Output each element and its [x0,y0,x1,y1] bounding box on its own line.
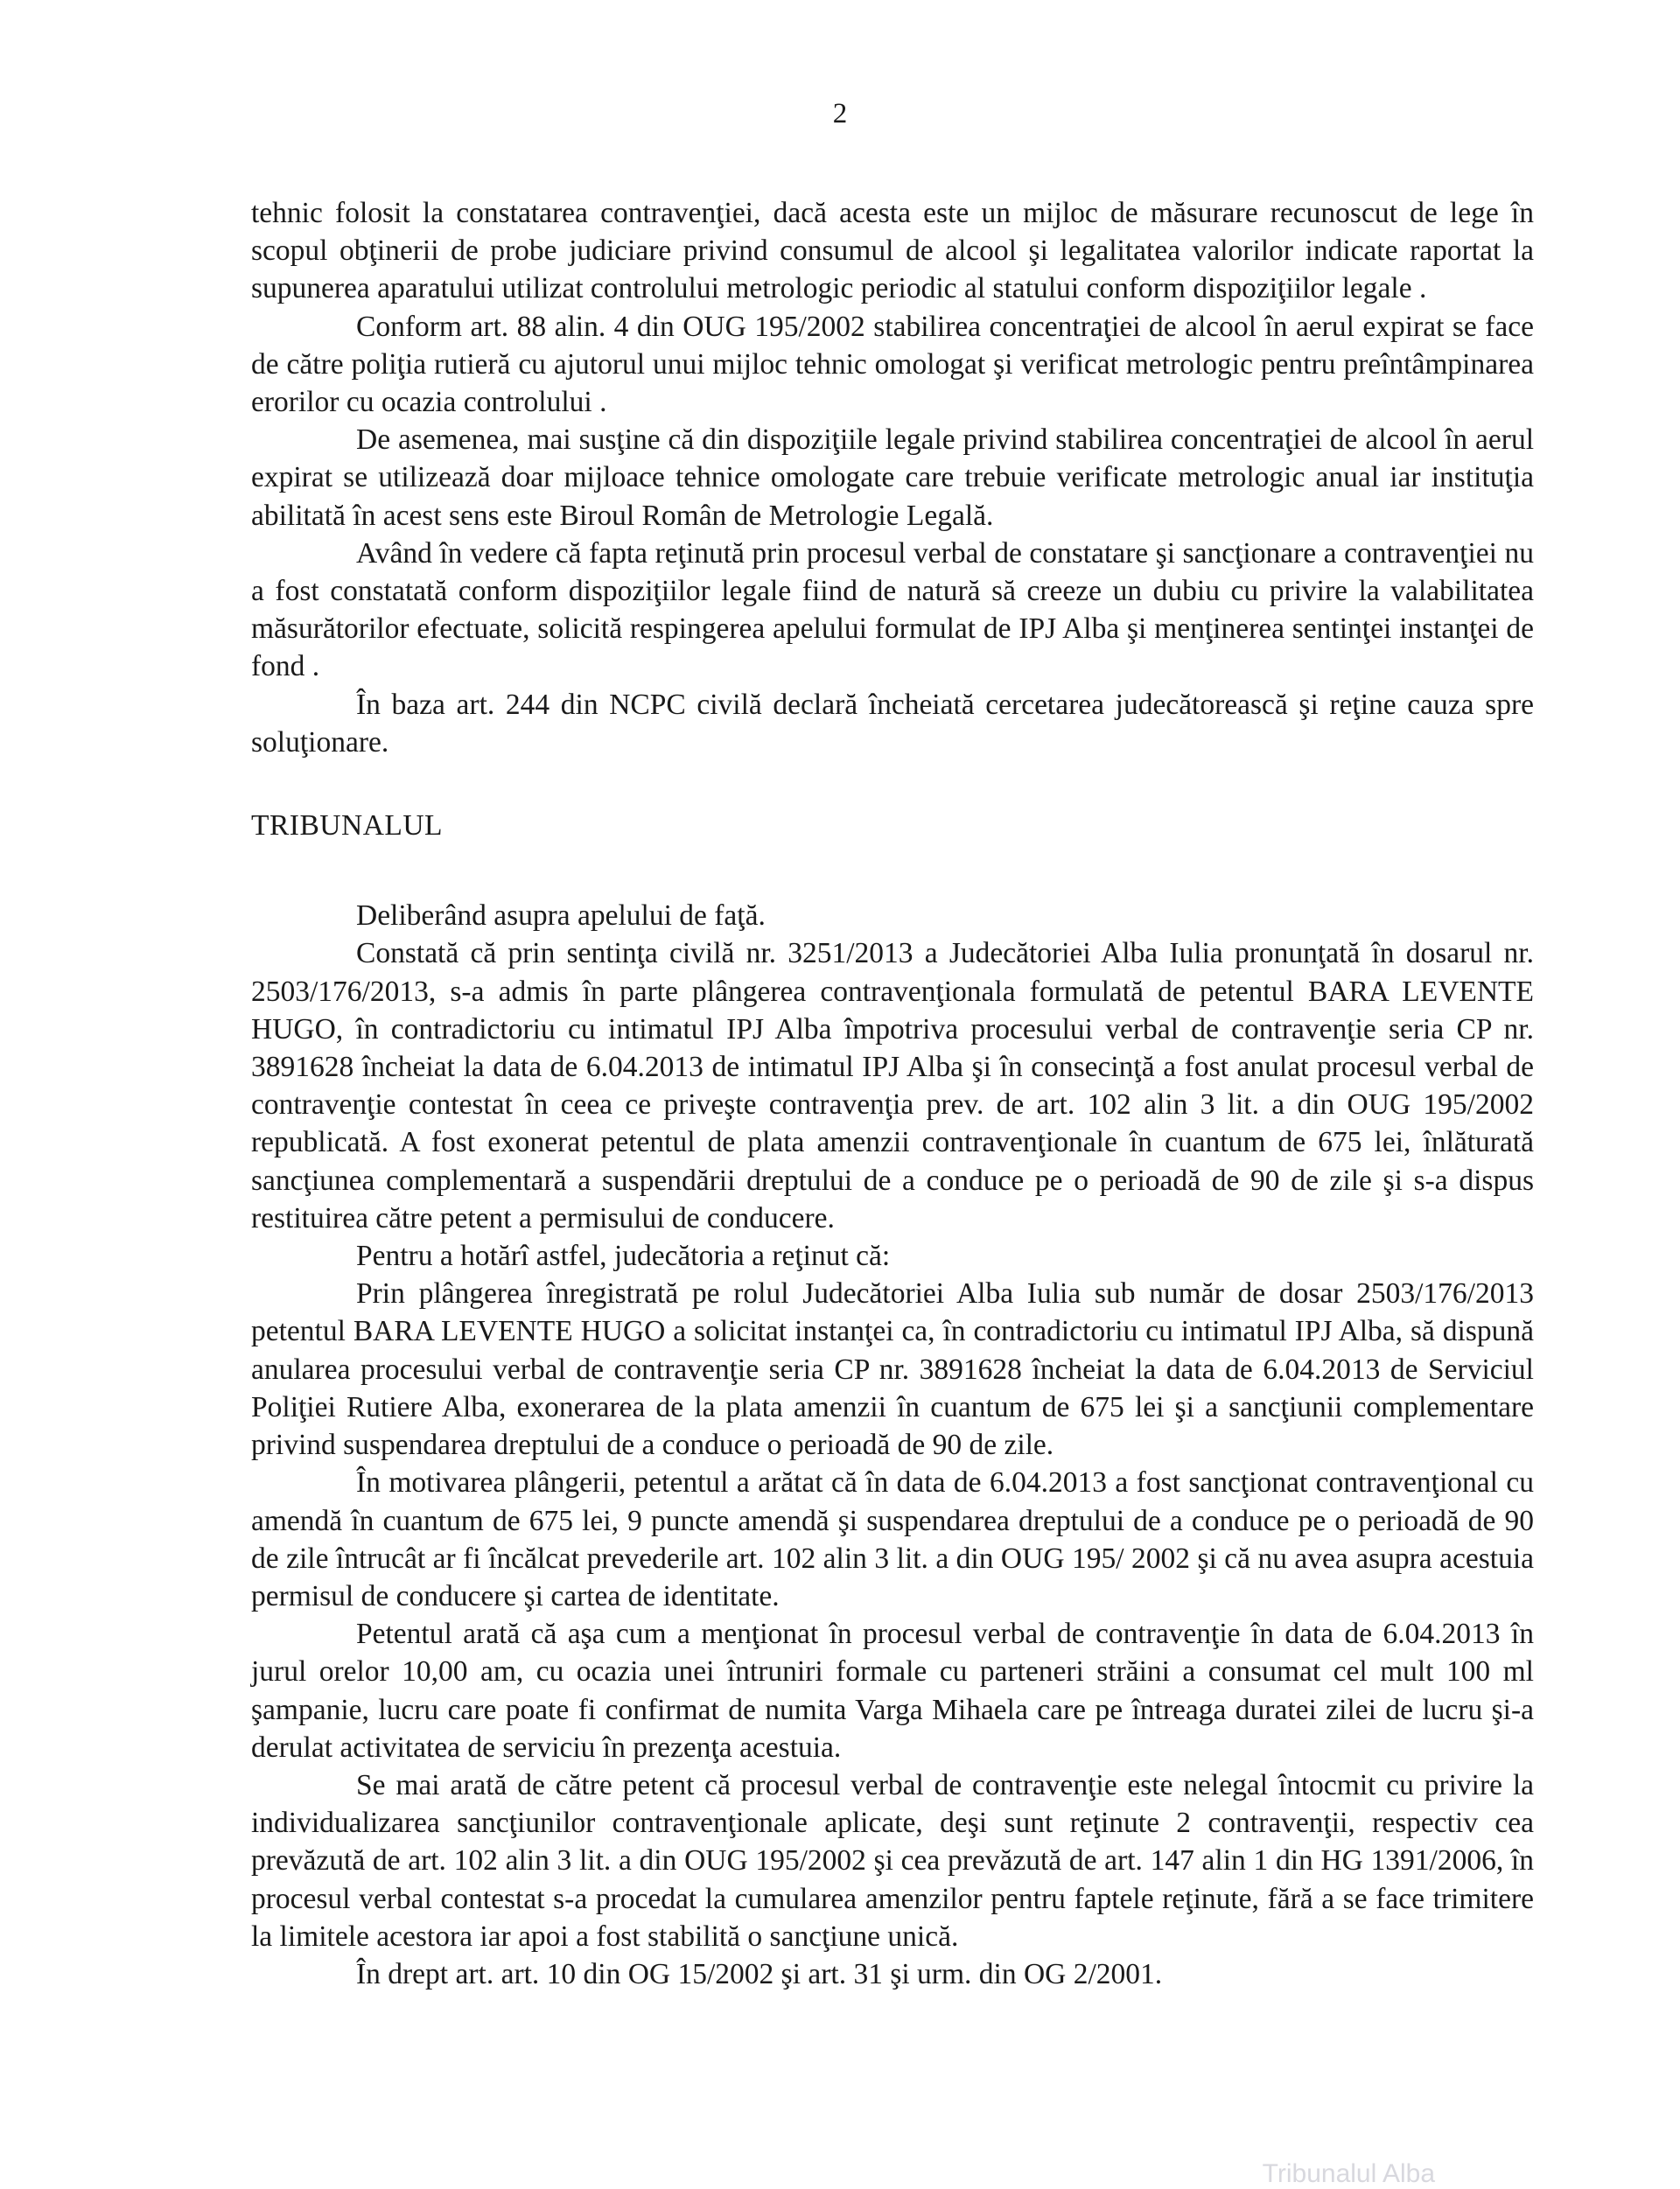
paragraph: Se mai arată de către petent că procesul verbal de contravenţie este nelegal întocmit cu privire la individualizarea sancţiunilor contravenţionale aplicate, deşi sunt reţinute 2 contravenţii, respectiv cea prevăzută de art. 102 alin 3 lit. a din OUG 195/2002 şi cea prevăzută de art. 147 alin 1 din HG 1391/2006, în procesul verbal contestat s-a procedat la cumularea amenzilor pentru faptele reţinute, fără a se face trimitere la limitele acestora iar apoi a fost stabilită o sancţiune unică. [251,1768,1534,1953]
paragraph: În drept art. art. 10 din OG 15/2002 şi art. 31 şi urm. din OG 2/2001. [356,1957,1163,1990]
paragraph: În motivarea plângerii, petentul a arătat că în data de 6.04.2013 a fost sancţionat contravenţional cu amendă în cuantum de 675 lei, 9 puncte amendă şi suspendarea dreptului de a conduce pe o perioadă de 90 de zile întrucât ar fi încălcat prevederile art. 102 alin 3 lit. a din OUG 195/ 2002 şi că nu avea asupra acestuia permisul de conducere şi cartea de identitate. [251,1466,1534,1612]
paragraph: Conform art. 88 alin. 4 din OUG 195/2002 stabilirea concentraţiei de alcool în aerul expirat se face de către poliţia rutieră cu ajutorul unui mijloc tehnic omologat şi verificat metrologic pentru preîntâmpinarea erorilor cu ocazia controlului . [251,310,1534,419]
page-number: 2 [832,98,848,129]
court-stamp: Tribunalul Alba [1262,2159,1435,2188]
paragraph: Prin plângerea înregistrată pe rolul Judecătoriei Alba Iulia sub număr de dosar 2503/176/2013 petentul BARA LEVENTE HUGO a solicitat instanţei ca, în contradictoriu cu intimatul IPJ Alba, să dispună anularea procesului verbal de contravenţie seria CP nr. 3891628 încheiat la data de 6.04.2013 de Serviciul Poliţiei Rutiere Alba, exonerarea de la plata amenzii în cuantum de 675 lei şi a sancţiunii complementare privind suspendarea dreptului de a conduce o perioadă de 90 de zile. [251,1277,1534,1462]
paragraph: În baza art. 244 din NCPC civilă declară încheiată cercetarea judecătorească şi reţine cauza spre soluţionare. [251,688,1534,759]
paragraph: De asemenea, mai susţine că din dispoziţiile legale privind stabilirea concentraţiei de alcool în aerul expirat se utilizează doar mijloace tehnice omologate care trebuie verificate metrologic anual iar instituţia abilitată în acest sens este Biroul Român de Metrologie Legală. [251,423,1534,532]
paragraph: Având în vedere că fapta reţinută prin procesul verbal de constatare şi sancţionare a contravenţiei nu a fost constatată conform dispoziţiilor legale fiind de natură să creeze un dubiu cu privire la valabilitatea măsurătorilor efectuate, solicită respingerea apelului formulat de IPJ Alba şi menţinerea sentinţei instanţei de fond . [251,536,1534,683]
paragraph: Constată că prin sentinţa civilă nr. 3251/2013 a Judecătoriei Alba Iulia pronunţată în dosarul nr. 2503/176/2013, s-a admis în parte plângerea contravenţionala formulată de petentul BARA LEVENTE HUGO, în contradictoriu cu intimatul IPJ Alba împotriva procesului verbal de contravenţie seria CP nr. 3891628 încheiat la data de 6.04.2013 de intimatul IPJ Alba şi în consecinţă a fost anulat procesul verbal de contravenţie contestat în ceea ce priveşte contravenţia prev. de art. 102 alin 3 lit. a din OUG 195/2002 republicată. A fost exonerat petentul de plata amenzii contravenţionale în cuantum de 675 lei, înlăturată sancţiunea complementară a suspendării dreptului de a conduce pe o perioadă de 90 de zile şi s-a dispus restituirea către petent a permisului de conducere. [251,937,1534,1234]
paragraph: Pentru a hotărî astfel, judecătoria a reţinut că: [356,1240,891,1273]
document-body [251,194,1534,1993]
section-heading: TRIBUNALUL [251,809,444,843]
paragraph: Deliberând asupra apelului de faţă. [356,899,766,933]
paragraph: Petentul arată că aşa cum a menţionat în procesul verbal de contravenţie în data de 6.04.2013 în jurul orelor 10,00 am, cu ocazia unei întruniri formale cu parteneri străini a consumat cel mult 100 ml şampanie, lucru care poate fi confirmat de numita Varga Mihaela care pe întreaga duratei zilei de lucru şi-a derulat activitatea de serviciu în prezenţa acestuia. [251,1618,1534,1764]
paragraph-continuation: tehnic folosit la constatarea contravenţiei, dacă acesta este un mijloc de măsurare recunoscut de lege în scopul obţinerii de probe judiciare privind consumul de alcool şi legalitatea valorilor indicate raportat la supunerea aparatului utilizat controlului metrologic periodic al statului conform dispoziţiilor legale . [251,197,1534,305]
